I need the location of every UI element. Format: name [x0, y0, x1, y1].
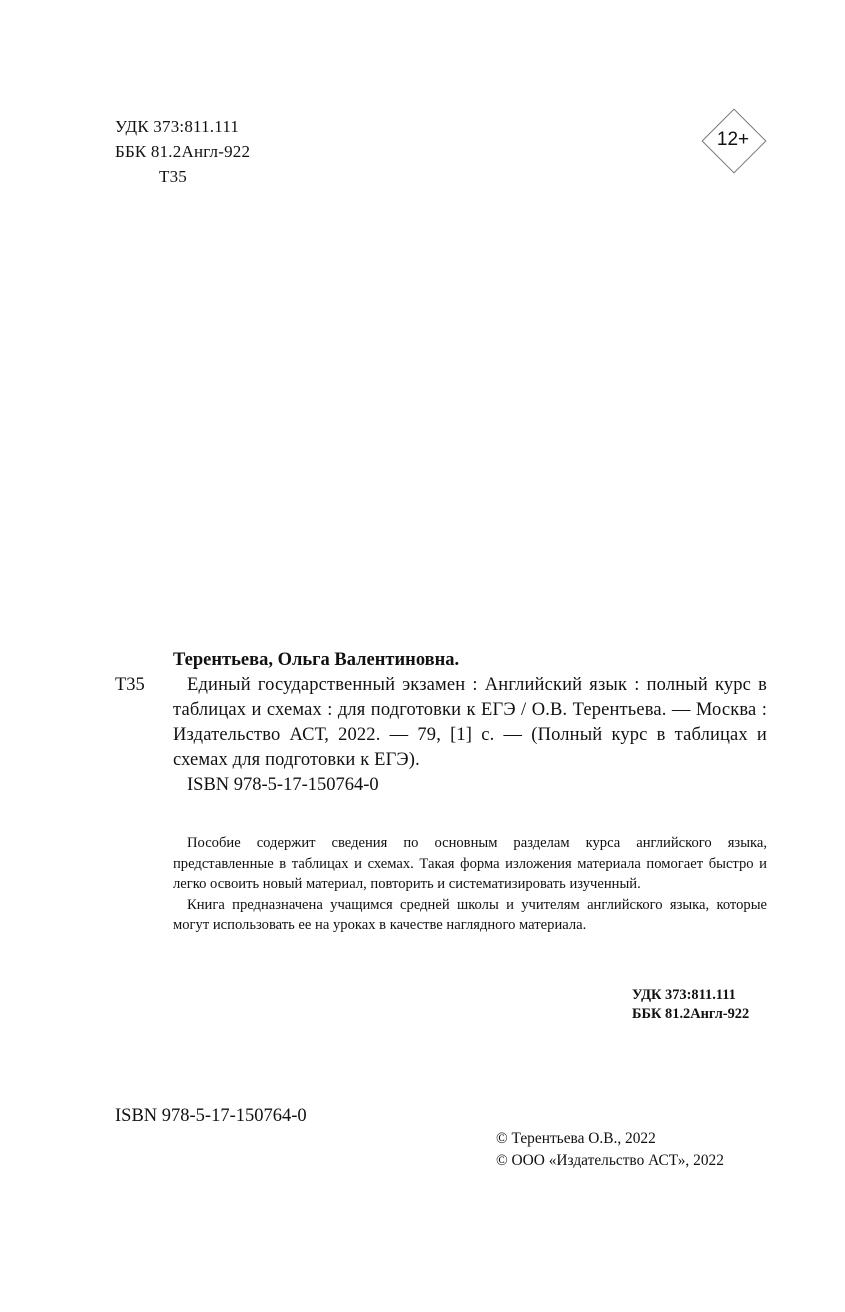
classification-codes-top: [115, 114, 250, 189]
age-rating-badge: [700, 107, 766, 173]
author-sign: Т35: [159, 167, 187, 186]
udk-code: УДК 373:811.111: [115, 117, 240, 136]
age-rating-label: 12+: [716, 129, 750, 150]
copyright-block: [496, 1128, 771, 1172]
isbn-bottom: ISBN 978-5-17-150764-0: [115, 1106, 307, 1126]
record-body: [115, 673, 767, 773]
annotation: [173, 833, 767, 936]
annotation-paragraph: Пособие содержит сведения по основным разделам курса английского языка, представленные в таблицах и схемах. Такая форма изложения материала помогает быстро и легко освоить новый материал, повторить и систематизировать изученный.: [173, 835, 767, 892]
bibliographic-record: [115, 648, 767, 798]
record-isbn: ISBN 978-5-17-150764-0: [187, 775, 379, 795]
author-heading: Терентьева, Ольга Валентиновна.: [173, 650, 460, 670]
udk-code-bottom: УДК 373:811.111: [632, 987, 736, 1003]
annotation-paragraph: Книга предназначена учащимся средней школы и учителям английского языка, которые могут использовать ее на уроках в качестве наглядного материала.: [173, 896, 767, 933]
copyright-publisher: © ООО «Издательство АСТ», 2022: [496, 1152, 724, 1169]
bbk-code-bottom: ББК 81.2Англ-922: [632, 1006, 750, 1022]
record-description: Единый государственный экзамен : Английский язык : полный курс в таблицах и схемах : для подготовки к ЕГЭ / О.В. Терентьева. — Москва : Издательство АСТ, 2022. — 79, [1] с. — (Полный курс в таблицах и схемах для подготовки к ЕГЭ).: [173, 675, 767, 770]
copyright-author: © Терентьева О.В., 2022: [496, 1130, 656, 1147]
classification-codes-bottom: [560, 986, 767, 1024]
record-author-sign: Т35: [115, 675, 145, 695]
bbk-code: ББК 81.2Англ-922: [115, 142, 251, 161]
